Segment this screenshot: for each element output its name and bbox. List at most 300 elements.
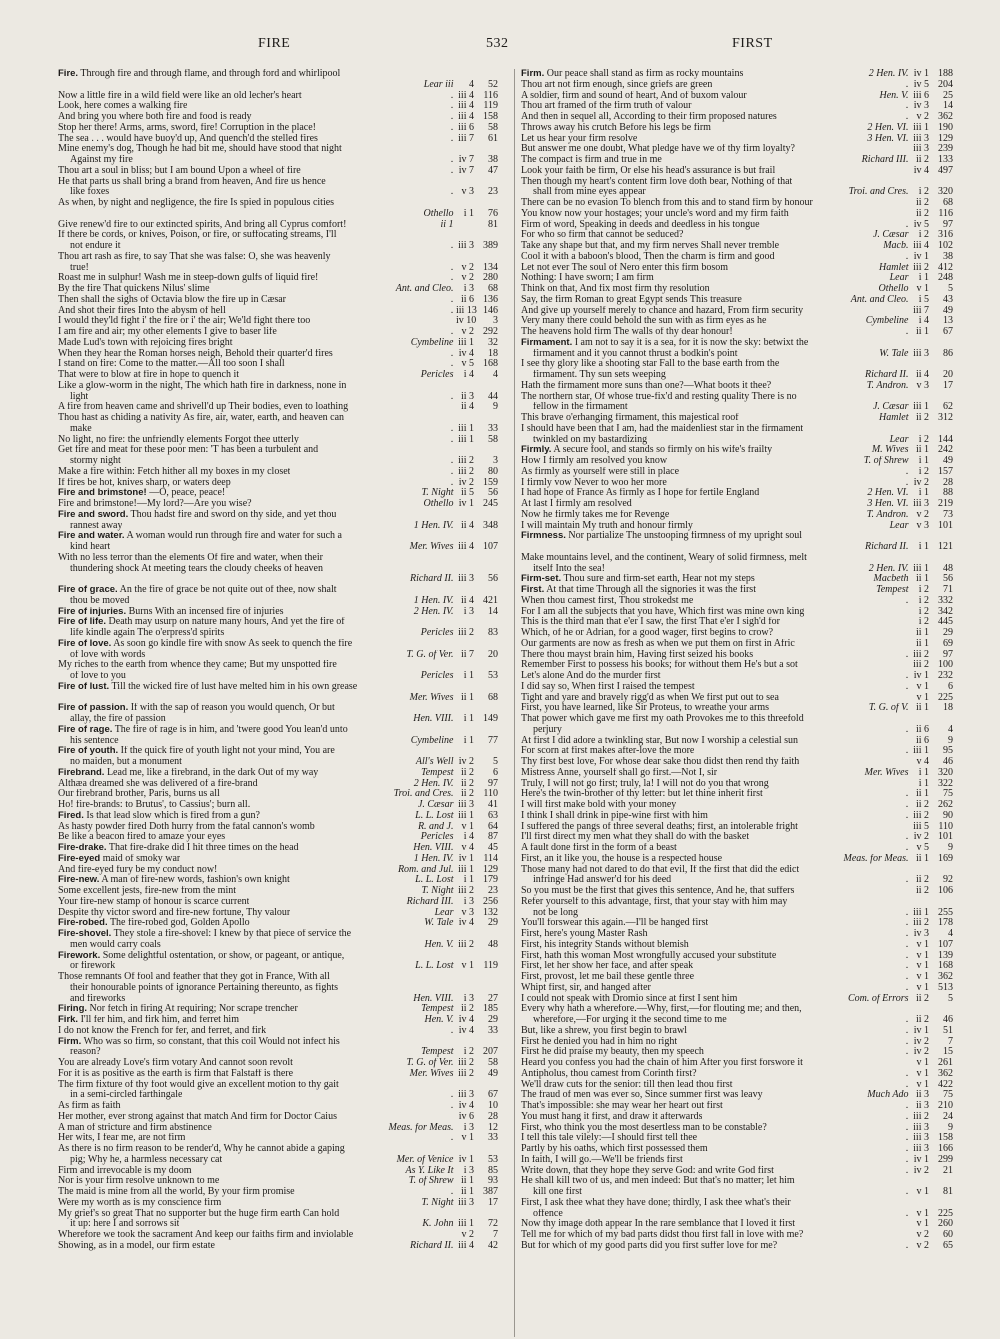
line-number: 21 <box>943 1165 953 1176</box>
entry-line <box>58 1037 498 1048</box>
act-scene: iv 6 <box>458 1111 474 1122</box>
line-number: 45 <box>488 843 498 853</box>
play-title: 1 Hen. IV. <box>413 595 454 606</box>
citation <box>419 1219 498 1230</box>
quotation-text: Thou art not firm enough, since griefs are green <box>521 79 713 90</box>
citation <box>448 112 498 123</box>
entry-line <box>58 263 498 274</box>
act-scene: i 3 <box>463 1122 474 1133</box>
quotation-text: My grief's so great That no supporter but the huge firm earth Can hold <box>58 1208 340 1219</box>
citation <box>841 854 954 865</box>
entry-line <box>58 542 498 553</box>
line-number: 188 <box>938 69 953 79</box>
quotation-text: Thou hast as chiding a nativity As fire, air, water, earth, and heaven can <box>58 413 345 423</box>
line-number: 46 <box>943 757 953 767</box>
line-number: 33 <box>488 423 498 434</box>
quotation-text: I should have been that I am, had the maidenliest star in the firmament <box>521 423 804 434</box>
play-title: . <box>451 90 454 101</box>
citation <box>880 241 953 252</box>
quotation-text: Remember First to possess his books; for without them He's but a sot <box>521 660 798 671</box>
citation <box>903 1080 953 1091</box>
entry-line <box>521 381 953 392</box>
quotation-text: Tight and yare and bravely rigg'd as when We first put out to sea <box>521 692 779 703</box>
entry-line <box>58 961 498 972</box>
entry-line <box>58 413 498 424</box>
quotation-text: shall from mine eyes appear <box>533 187 646 198</box>
act-scene: ii 3 <box>460 391 474 402</box>
play-title: . <box>451 112 454 122</box>
entry-line <box>58 252 498 263</box>
citation <box>448 349 498 360</box>
entry-line <box>521 897 953 908</box>
act-scene: ii 2 <box>915 198 929 208</box>
play-title: Othello <box>878 284 909 294</box>
quotation-text: Get fire and meat for these poor men: 'T has been a turbulent and <box>58 445 319 456</box>
entry-line <box>521 553 953 564</box>
entry-line <box>521 585 953 596</box>
line-number: 185 <box>483 1004 498 1015</box>
act-scene: i 1 <box>463 671 474 681</box>
line-number: 44 <box>488 391 498 402</box>
line-number: 146 <box>483 305 498 316</box>
citation <box>448 273 498 284</box>
quotation-text: light <box>70 391 89 402</box>
entry-line <box>58 994 498 1005</box>
entry-line <box>58 650 498 661</box>
quotation-text: First, you have learned, like Sir Proteus, to wreathe your arms <box>521 703 769 714</box>
line-number: 121 <box>938 542 953 552</box>
line-number: 255 <box>938 907 953 918</box>
quotation-text: I am not to say it is a sea, for it is now the sky: betwixt the <box>574 337 809 348</box>
play-title: . <box>906 1068 909 1079</box>
quotation-text: and fireworks <box>70 993 126 1004</box>
line-number: 5 <box>948 284 953 294</box>
line-number: 75 <box>943 1090 953 1101</box>
quotation-text: First, let her show her face, and after speak <box>521 961 694 972</box>
act-scene: iii 6 <box>458 122 474 133</box>
line-number: 136 <box>483 294 498 305</box>
line-number: 81 <box>488 219 498 230</box>
play-title: Hen. V. <box>424 1015 454 1025</box>
quotation-text: The fire of rage is in him, and 'twere good You lean'd unto <box>114 724 348 735</box>
line-number: 332 <box>938 595 953 606</box>
play-title: Meas. for Meas. <box>388 1122 454 1133</box>
play-title: Ant. and Cleo. <box>850 294 909 305</box>
citation <box>418 1198 498 1209</box>
entry-line <box>521 177 953 188</box>
play-title: Cymbeline <box>410 735 454 746</box>
headword: Fire-robed. <box>58 918 108 929</box>
entry-line <box>521 1101 953 1112</box>
citation <box>418 488 498 499</box>
play-title: T. of Shrew <box>863 456 909 466</box>
play-title: Mer. Wives <box>409 692 454 703</box>
play-title: Richard II. <box>864 370 909 380</box>
play-title: Lear iii <box>423 79 454 90</box>
headword: Fire of lust. <box>58 681 110 692</box>
quotation-text: men would carry coals <box>70 939 161 950</box>
citation <box>408 736 498 747</box>
play-title: Hen. VIII. <box>413 714 454 724</box>
quotation-text: Truly, I will not go first; truly, la! I will not do you that wrong <box>521 778 769 789</box>
play-title: Hen. V. <box>424 939 454 950</box>
entry-line <box>58 510 498 521</box>
quotation-text: I firmly vow Never to woo her more <box>521 477 667 488</box>
play-title: Hen. VIII. <box>413 843 454 853</box>
quotation-text: Take any shape but that, and my firm nerves Shall never tremble <box>521 241 780 251</box>
play-title: . <box>906 1165 909 1176</box>
citation <box>448 187 498 198</box>
citation <box>862 542 953 553</box>
quotation-text: The fire-robed god, Golden Apollo <box>109 918 250 929</box>
headword: Firm. <box>58 1036 82 1047</box>
line-number: 76 <box>488 208 498 219</box>
play-title: R. and J. <box>417 821 454 832</box>
citation <box>903 1112 953 1123</box>
act-scene: ii 1 <box>915 628 929 638</box>
play-title: 2 Hen. VI. <box>867 488 909 499</box>
quotation-text: Althæa dreamed she was delivered of a fire-brand <box>58 778 258 789</box>
line-number: 421 <box>483 595 498 606</box>
citation <box>903 972 953 983</box>
act-scene: i 3 <box>463 606 474 617</box>
quotation-text: Make mountains level, and the continent, Weary of solid firmness, melt <box>521 552 807 563</box>
line-number: 53 <box>488 671 498 681</box>
citation <box>870 230 953 241</box>
citation <box>903 112 953 123</box>
play-title: . <box>451 434 454 445</box>
play-title: Tempest <box>421 767 454 778</box>
entry-line <box>521 80 953 91</box>
entry-line <box>58 682 498 693</box>
play-title: . <box>906 595 909 606</box>
line-number: 46 <box>943 1015 953 1025</box>
citation <box>903 789 953 800</box>
entry-line <box>521 617 953 628</box>
play-title: . <box>906 789 909 800</box>
quotation-text: Mistress Anne, yourself shall go first.—Not I, sir <box>521 767 718 778</box>
play-title: Hamlet <box>879 262 909 273</box>
play-title: T. G. of Ver. <box>406 1058 454 1068</box>
entry-line <box>521 316 953 327</box>
quotation-text: There can be no evasion To blench from this and to stand firm by honour <box>521 198 813 208</box>
line-number: 169 <box>938 853 953 864</box>
citation <box>903 908 953 919</box>
entry-line <box>521 230 953 241</box>
entry-line <box>521 144 953 155</box>
quotation-text: Nor partialize The unstooping firmness of my upright soul <box>568 531 803 542</box>
act-scene: iii 2 <box>458 1068 474 1079</box>
quotation-text: As firmly as yourself were still in place <box>521 466 680 477</box>
citation <box>412 811 498 822</box>
line-number: 129 <box>483 864 498 875</box>
act-scene: v 1 <box>916 692 929 703</box>
line-number: 61 <box>488 133 498 144</box>
entry-line <box>521 639 953 650</box>
entry-line <box>521 875 953 886</box>
line-number: 178 <box>938 918 953 929</box>
entry-line <box>58 230 498 241</box>
play-title: Richard III. <box>406 896 454 907</box>
act-scene: iii 2 <box>913 810 929 821</box>
line-number: 158 <box>938 1133 953 1144</box>
entry-line <box>58 273 498 284</box>
line-number: 86 <box>943 348 953 359</box>
entry-line <box>58 714 498 725</box>
act-scene: v 2 <box>916 1230 929 1240</box>
quotation-text: fellow in the firmament <box>533 402 628 413</box>
citation <box>421 80 498 91</box>
entry-line <box>521 435 953 446</box>
line-number: 97 <box>943 649 953 660</box>
quotation-text: We'll draw cuts for the senior: till then lead thou first <box>521 1079 733 1090</box>
quotation-text: For who so firm that cannot be seduced? <box>521 230 684 241</box>
headword: Fire-new. <box>58 875 100 886</box>
citation <box>903 1123 953 1134</box>
quotation-text: Partly by his oaths, which first possessed them <box>521 1144 708 1154</box>
quotation-text: First, I ask thee what they have done; thirdly, I ask thee what's their <box>521 1197 791 1208</box>
headword: Fire of love. <box>58 638 112 649</box>
entry-line <box>521 1037 953 1048</box>
headword: Firmament. <box>521 337 573 348</box>
quotation-text: In faith, I will go.—We'll be friends first <box>521 1154 683 1165</box>
entry-line <box>58 1241 498 1252</box>
act-scene: ii 1 <box>460 1187 474 1197</box>
play-title: . <box>906 79 909 90</box>
act-scene: iii 1 <box>458 864 474 875</box>
line-number: 149 <box>483 714 498 724</box>
quotation-text: I'll first direct my men what they shall do with the basket <box>521 832 750 843</box>
entry-line <box>521 91 953 102</box>
citation <box>864 488 953 499</box>
act-scene: ii 1 <box>460 1176 474 1187</box>
entry-line <box>58 918 498 929</box>
quotation-text: Look, here comes a walking fire <box>58 101 188 112</box>
quotation-text: A fault done first in the form of a beast <box>521 843 677 853</box>
citation <box>863 316 953 327</box>
play-title: Pericles <box>420 671 454 681</box>
line-number: 316 <box>938 230 953 241</box>
citation <box>903 843 953 854</box>
act-scene: iii 3 <box>913 1144 929 1154</box>
citation <box>448 327 498 338</box>
quotation-text: itself Into the sea! <box>533 563 605 574</box>
entry-line <box>521 1176 953 1187</box>
entry-line <box>58 1101 498 1112</box>
act-scene: v 2 <box>916 1240 929 1251</box>
act-scene: ii 2 <box>460 778 474 789</box>
quotation-text: Were my worth as is my conscience firm <box>58 1197 222 1208</box>
line-number: 362 <box>938 1068 953 1079</box>
quotation-text: But, like a shrew, you first begin to brawl <box>521 1025 687 1036</box>
line-number: 51 <box>943 1025 953 1036</box>
act-scene: ii 6 <box>915 735 929 746</box>
line-number: 389 <box>483 241 498 251</box>
citation <box>903 1015 953 1026</box>
citation <box>418 1004 498 1015</box>
entry-line <box>521 531 953 542</box>
entry-line <box>58 1080 498 1091</box>
line-number: 38 <box>943 251 953 262</box>
play-title: 2 Hen. IV. <box>868 69 909 79</box>
citation <box>412 875 498 886</box>
line-number: 6 <box>948 681 953 692</box>
citation <box>448 456 498 467</box>
line-number: 95 <box>943 746 953 757</box>
quotation-text: My riches to the earth from whence they came; But my unspotted fire <box>58 660 337 671</box>
line-number: 3 <box>493 456 498 466</box>
act-scene: iii 1 <box>458 423 474 434</box>
quotation-text: I suffered the pangs of three several deaths; first, an intolerable fright <box>521 821 798 832</box>
act-scene: iii 2 <box>913 1111 929 1122</box>
line-number: 159 <box>483 477 498 488</box>
entry-line <box>58 488 498 499</box>
citation <box>903 220 953 231</box>
line-number: 28 <box>943 477 953 488</box>
line-number: 20 <box>488 649 498 660</box>
play-title: . <box>451 273 454 284</box>
citation <box>448 424 498 435</box>
quotation-text: And shot their fires Into the abysm of hell <box>58 305 226 316</box>
entry-line <box>521 843 953 854</box>
entry-line <box>521 1209 953 1220</box>
act-scene: iv 2 <box>913 832 929 843</box>
quotation-text: make <box>70 423 92 434</box>
play-title: Tempest <box>876 585 909 595</box>
citation <box>908 660 953 671</box>
entry-line <box>521 714 953 725</box>
act-scene: v 1 <box>461 961 474 972</box>
act-scene: iii 4 <box>458 112 474 122</box>
line-number: 256 <box>483 896 498 907</box>
quotation-text: The heavens hold firm The walls of thy dear honour! <box>521 327 733 337</box>
line-number: 179 <box>483 875 498 886</box>
quotation-text: A fire from heaven came and shrivell'd up Their bodies, even to loathing <box>58 402 349 413</box>
line-number: 13 <box>943 316 953 327</box>
citation <box>903 918 953 929</box>
citation <box>848 295 953 306</box>
citation <box>403 1166 498 1177</box>
line-number: 81 <box>943 1187 953 1197</box>
citation <box>908 1219 953 1230</box>
act-scene: v 1 <box>916 284 929 294</box>
entry-line <box>521 1230 953 1241</box>
quotation-text: stormy night <box>70 456 121 466</box>
line-number: 232 <box>938 671 953 681</box>
line-number: 110 <box>938 821 953 832</box>
citation <box>406 1176 498 1187</box>
play-title: . <box>451 155 454 165</box>
line-number: 67 <box>943 327 953 337</box>
citation <box>448 306 498 317</box>
play-title: T. Andron. <box>866 509 909 520</box>
entry-line <box>521 445 953 456</box>
act-scene: ii 2 <box>915 875 929 886</box>
headword: Fire of rage. <box>58 724 113 735</box>
quotation-text: That fire-drake did I hit three times on the head <box>108 843 299 853</box>
citation <box>410 843 498 854</box>
line-number: 116 <box>938 208 953 219</box>
entry-line <box>58 338 498 349</box>
quotation-text: Our firebrand brother, Paris, burns us all <box>58 789 220 800</box>
play-title: All's Well <box>415 757 454 767</box>
act-scene: iii 3 <box>458 1197 474 1208</box>
line-number: 114 <box>483 853 498 864</box>
left-column <box>58 69 498 1337</box>
entry-line <box>521 1004 953 1015</box>
line-number: 7 <box>493 1230 498 1240</box>
quotation-text: Her wits, I fear me, are not firm <box>58 1133 186 1144</box>
play-title: . <box>451 101 454 112</box>
act-scene: i 2 <box>918 187 929 198</box>
entry-line <box>521 650 953 661</box>
quotation-text: Against my fire <box>70 155 133 165</box>
citation <box>903 1047 953 1058</box>
line-number: 97 <box>943 219 953 230</box>
quotation-text: If with the sap of reason you would quench, Or but <box>130 703 335 714</box>
entry-line <box>58 886 498 897</box>
entry-line <box>58 306 498 317</box>
play-title: T. G. of Ver. <box>406 649 454 660</box>
line-number: 29 <box>943 628 953 638</box>
play-title: T. Andron. <box>866 380 909 391</box>
line-number: 32 <box>488 337 498 348</box>
citation <box>448 91 498 102</box>
entry-line <box>58 736 498 747</box>
line-number: 58 <box>488 122 498 133</box>
citation <box>448 467 498 478</box>
quotation-text: not endure it <box>70 241 121 251</box>
act-scene: iii 1 <box>458 337 474 348</box>
citation <box>411 854 498 865</box>
entry-line <box>521 1080 953 1091</box>
act-scene: ii 1 <box>915 789 929 800</box>
line-number: 157 <box>938 466 953 477</box>
quotation-text: Now thy image doth appear In the rare semblance that I loved it first <box>521 1219 796 1230</box>
line-number: 110 <box>483 789 498 800</box>
line-number: 3 <box>493 316 498 327</box>
play-title: T. G. of V. <box>868 703 909 714</box>
act-scene: ii 1 <box>915 703 929 714</box>
entry-line <box>58 972 498 983</box>
line-number: 33 <box>488 1133 498 1144</box>
play-title: . <box>451 133 454 144</box>
line-number: 362 <box>938 112 953 122</box>
line-number: 43 <box>943 294 953 305</box>
quotation-text: Thou art rash as fire, to say That she was false: O, she was heavenly <box>58 251 331 262</box>
quotation-text: Now he firmly takes me for Revenge <box>521 509 670 520</box>
act-scene: v 2 <box>916 112 929 122</box>
headword: Fire and water. <box>58 531 125 542</box>
quotation-text: Those remnants Of fool and feather that they got in France, With all <box>58 972 330 982</box>
quotation-text: He shall kill two of us, and men indeed: But that's no matter; let him <box>521 1176 795 1187</box>
act-scene: iv 4 <box>458 1025 474 1036</box>
entry-line <box>58 929 498 940</box>
play-title: Lear <box>434 907 454 918</box>
citation <box>418 768 498 779</box>
quotation-text: I had hope of France As firmly as I hope for fertile England <box>521 488 760 499</box>
citation <box>418 832 498 843</box>
quotation-text: If there be cords, or knives, Poison, or fire, or suffocating streams, I'll <box>58 230 337 241</box>
entry-line <box>521 456 953 467</box>
act-scene: iv 10 <box>456 316 477 327</box>
act-scene: i 1 <box>463 875 474 886</box>
quotation-text: Whipt first, sir, and hanged after <box>521 982 651 993</box>
quotation-text: Lead me, like a firebrand, in the dark Out of my way <box>106 767 319 778</box>
line-number: 513 <box>938 982 953 993</box>
act-scene: iii 4 <box>458 90 474 101</box>
act-scene: iii 4 <box>913 241 929 251</box>
